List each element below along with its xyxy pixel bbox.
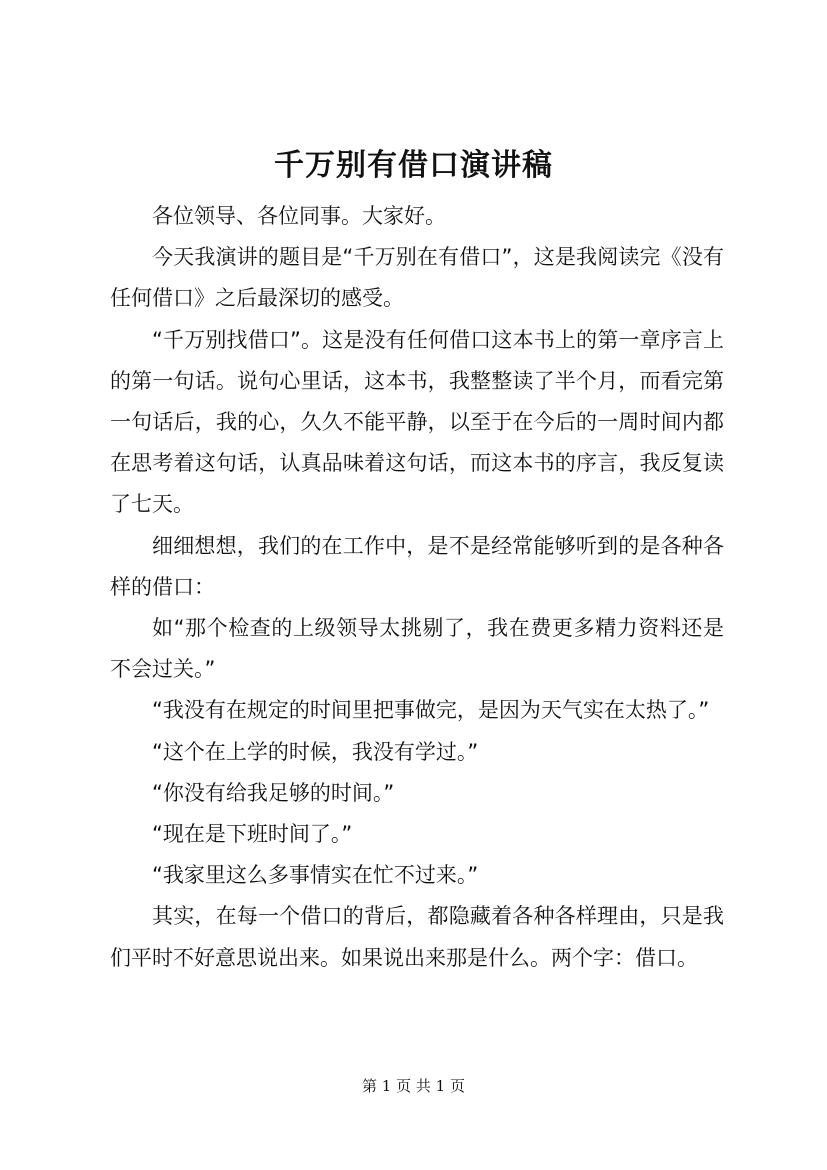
page-number-footer: 第 1 页 共 1 页 [362,1077,465,1095]
paragraph-quote: “你没有给我足够的时间。” [152,780,395,805]
paragraph-quote: “现在是下班时间了。” [152,822,353,847]
paragraph-greeting: 各位领导、各位同事。大家好。 [152,204,446,228]
document-body [110,196,724,979]
paragraph-quote: “我家里这么多事情实在忙不过来。” [152,863,479,888]
paragraph-reflection: 细细想想，我们的在工作中，是不是经常能够听到的是各种各样的借口： [110,533,724,599]
document-title: 千万别有借口演讲稿 [274,148,553,183]
paragraph-topic: 今天我演讲的题目是“千万别在有借口”，这是我阅读完《没有任何借口》之后最深切的感受。 [110,245,724,311]
paragraph-quote: 如“那个检查的上级领导太挑剔了，我在费更多精力资料还是不会过关。” [110,616,724,682]
paragraph-quote: “这个在上学的时候，我没有学过。” [152,739,479,764]
paragraph-conclusion: 其实，在每一个借口的背后，都隐藏着各种各样理由，只是我们平时不好意思说出来。如果说出来那是什么。两个字：借口。 [110,904,724,970]
paragraph-quote: “我没有在规定的时间里把事做完，是因为天气实在太热了。” [152,698,710,723]
paragraph-book-preface: “千万别找借口”。这是没有任何借口这本书上的第一章序言上的第一句话。说句心里话，这本书，我整整读了半个月，而看完第一句话后，我的心，久久不能平静，以至于在今后的一周时间内都在思考着这句话，认真品味着这句话，而这本书的序言，我反复读了七天。 [110,327,724,517]
